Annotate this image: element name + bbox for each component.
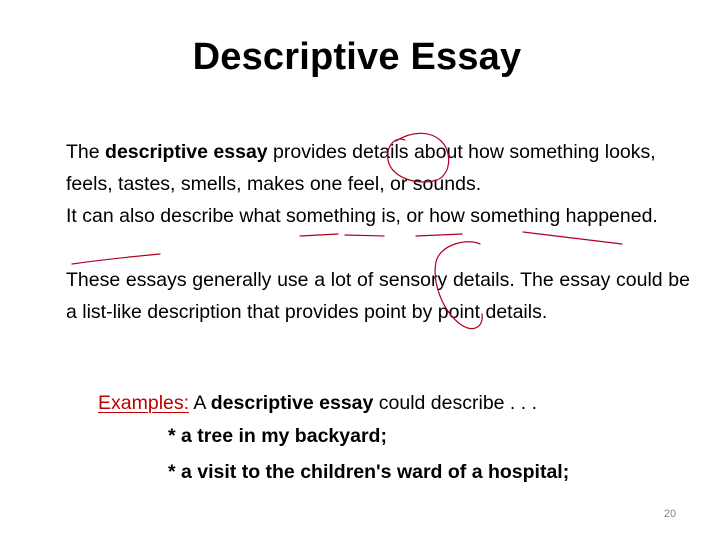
- paragraph-intro-lead: The: [66, 141, 106, 163]
- paragraph-sensory: These essays generally use a lot of sensory details. The essay could be a list-like description that provides point by point details.: [66, 269, 690, 323]
- examples-intro-term: descriptive essay: [210, 392, 374, 414]
- examples-label: Examples:: [98, 392, 190, 414]
- examples-intro-rest: could describe . . .: [373, 392, 538, 414]
- example-item: * a tree in my backyard;: [168, 425, 387, 447]
- page-number: 20: [663, 508, 677, 520]
- underline-mark-how-something: [523, 232, 622, 244]
- paragraph-describe: It can also describe what something is, or how something happened.: [66, 205, 658, 227]
- slide-title: Descriptive Essay: [192, 36, 522, 78]
- example-item: * a visit to the children's ward of a hospital;: [168, 461, 570, 483]
- underline-mark-something-2: [416, 234, 462, 236]
- examples-line: [98, 389, 698, 418]
- paragraph-intro: [66, 136, 690, 200]
- underline-mark-something-1: [300, 234, 384, 236]
- paragraph-intro-term: descriptive essay: [105, 141, 268, 163]
- underline-mark-happened: [72, 254, 160, 264]
- paragraph-intro-rest: provides details about how something looks, feels, tastes, smells, makes one feel, or sounds.: [66, 141, 656, 195]
- examples-intro-lead: A: [189, 392, 211, 414]
